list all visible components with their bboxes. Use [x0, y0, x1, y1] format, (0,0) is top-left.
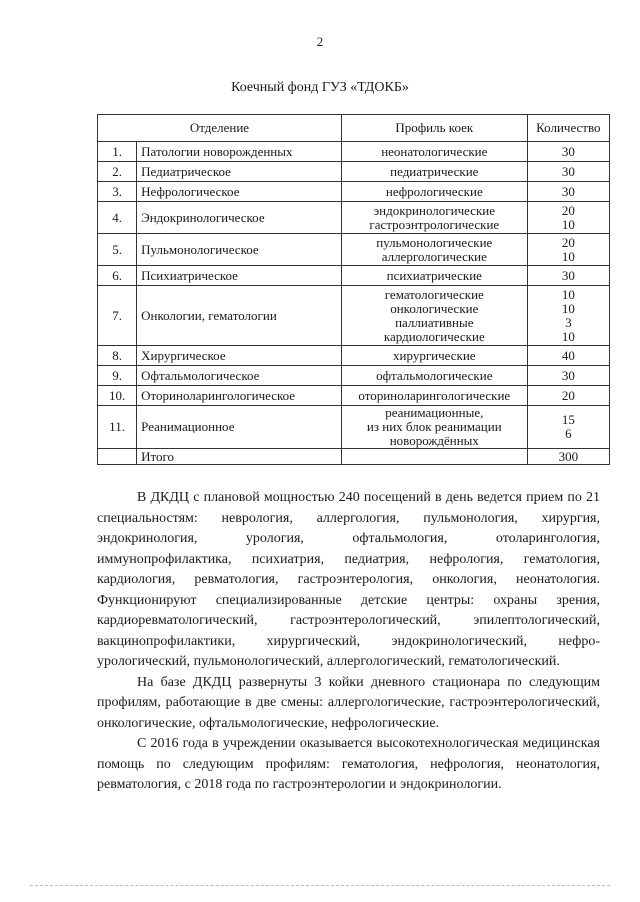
table-row [98, 406, 610, 449]
bed-count: 6 [565, 426, 572, 441]
bed-profile-cell [341, 366, 527, 386]
table-row [98, 286, 610, 346]
bed-count: 30 [561, 163, 575, 179]
bed-profile: паллиативные [395, 314, 474, 330]
bed-count: 20 [561, 234, 575, 250]
table-row [98, 346, 610, 366]
bed-profile-cell [341, 202, 527, 234]
bed-count: 20 [561, 202, 575, 218]
department-name: Психиатрическое [137, 266, 342, 286]
row-number: 1. [98, 142, 137, 162]
table-row [98, 366, 610, 386]
bed-count-cell [527, 234, 609, 266]
bed-profile: реанимационные, [385, 405, 484, 420]
row-number: 11. [98, 406, 137, 449]
bed-count-cell [527, 366, 609, 386]
bed-count: 15 [561, 412, 575, 427]
bed-count: 20 [561, 387, 575, 403]
bed-count: 10 [561, 300, 575, 316]
bed-profile-cell [341, 386, 527, 406]
table-row [98, 266, 610, 286]
bed-count-cell [527, 346, 609, 366]
bed-profile: офтальмологические [376, 367, 493, 383]
bed-count-cell [527, 202, 609, 234]
department-name: Реанимационное [137, 406, 342, 449]
bed-profile: онкологические [390, 300, 479, 316]
table-row [98, 386, 610, 406]
total-row [98, 449, 610, 465]
row-number: 9. [98, 366, 137, 386]
total-empty-cell [341, 449, 527, 465]
bed-count: 10 [561, 248, 575, 264]
footer-divider [30, 885, 610, 886]
bed-count-cell [527, 182, 609, 202]
department-name: Педиатрическое [137, 162, 342, 182]
bed-profile-cell [341, 182, 527, 202]
row-number: 5. [98, 234, 137, 266]
total-label: Итого [137, 449, 342, 465]
table-row [98, 234, 610, 266]
bed-count-cell [527, 286, 609, 346]
bed-profile: оториноларингологические [358, 387, 511, 403]
bed-profile: хирургические [393, 347, 476, 363]
bed-profile: аллергологические [381, 248, 487, 264]
page-number: 2 [316, 34, 324, 49]
bed-count: 30 [561, 183, 575, 199]
header-quantity: Количество [527, 115, 609, 142]
bed-count: 10 [561, 216, 575, 232]
table-row [98, 182, 610, 202]
department-name: Онкологии, гематологии [137, 286, 342, 346]
header-department: Отделение [98, 115, 342, 142]
row-number: 8. [98, 346, 137, 366]
department-name: Хирургическое [137, 346, 342, 366]
table-body [98, 142, 610, 465]
paragraph: На базе ДКДЦ развернуты 3 койки дневного стационара по следующим профилям, работающие в две смены: аллергологические, гастроэнтерологический, онкологические, офтальмологические, нефрологические. [97, 674, 600, 731]
paragraph: В ДКДЦ с плановой мощностью 240 посещений в день ведется прием по 21 специальностям: неврология, аллергология, пульмонология, хирургия, эндокринология, урология, офтальмология, отоларингология, иммунопрофилактика, психиатрия, педиатрия, нефрология, гематология, кардиология, ревматология, гастроэнтерология, онкология, неонатология. Функционируют специализированные детские центры: охраны зрения, кардиоревматологический, гастроэнтерологический, эпилептологический, вакцинопрофилактики, хирургический, эндокринологический, нефро-урологический, пульмонологический, аллергологический, гематологический. [97, 490, 600, 669]
header-profile: Профиль коек [341, 115, 527, 142]
table-row [98, 162, 610, 182]
bed-profile: гематологические [384, 286, 484, 302]
bed-count-cell [527, 406, 609, 449]
bed-profile: кардиологические [383, 328, 485, 344]
paragraph: С 2016 года в учреждении оказывается высокотехнологическая медицинская помощь по следующим профилям: гематология, нефрология, неонатология, ревматология, с 2018 года по гастроэнтерологии и эндокринологии. [97, 736, 600, 792]
bed-count-cell [527, 162, 609, 182]
bed-count-cell [527, 386, 609, 406]
bed-profile: пульмонологические [376, 234, 493, 250]
bed-profile: педиатрические [390, 163, 479, 179]
table-header-row [98, 115, 610, 142]
table-title: Коечный фонд ГУЗ «ТДОКБ» [231, 80, 409, 95]
bed-count: 3 [565, 314, 572, 330]
bed-count-cell [527, 266, 609, 286]
row-number: 4. [98, 202, 137, 234]
bed-profile-cell [341, 266, 527, 286]
bed-profile: нефрологические [385, 183, 483, 199]
bed-count: 10 [561, 328, 575, 344]
row-number: 10. [98, 386, 137, 406]
total-value: 300 [527, 449, 609, 465]
row-number: 6. [98, 266, 137, 286]
row-number: 2. [98, 162, 137, 182]
bed-count: 40 [561, 347, 575, 363]
bed-profile: эндокринологические [373, 202, 496, 218]
bed-profile-cell [341, 346, 527, 366]
department-name: Патологии новорожденных [137, 142, 342, 162]
table-row [98, 142, 610, 162]
bed-profile-cell [341, 162, 527, 182]
department-name: Эндокринологическое [137, 202, 342, 234]
row-number: 7. [98, 286, 137, 346]
bed-profile-cell [341, 142, 527, 162]
bed-count: 30 [561, 367, 575, 383]
bed-profile: неонатологические [381, 143, 488, 159]
bed-profile: психиатрические [386, 267, 482, 283]
bed-count: 30 [561, 267, 575, 283]
bed-profile: из них блок реанимации новорождённых [366, 419, 502, 448]
bed-profile-cell [341, 234, 527, 266]
body-text [97, 488, 600, 796]
department-name: Нефрологическое [137, 182, 342, 202]
bed-count: 30 [561, 143, 575, 159]
department-name: Оториноларингологическое [137, 386, 342, 406]
row-number: 3. [98, 182, 137, 202]
bed-profile-cell [341, 286, 527, 346]
bed-profile: гастроэнтрологические [369, 216, 500, 232]
bed-fund-table [97, 114, 610, 465]
bed-count: 10 [561, 286, 575, 302]
department-name: Пульмонологическое [137, 234, 342, 266]
bed-profile-cell [341, 406, 527, 449]
bed-count-cell [527, 142, 609, 162]
total-empty-cell [98, 449, 137, 465]
table-row [98, 202, 610, 234]
department-name: Офтальмологическое [137, 366, 342, 386]
